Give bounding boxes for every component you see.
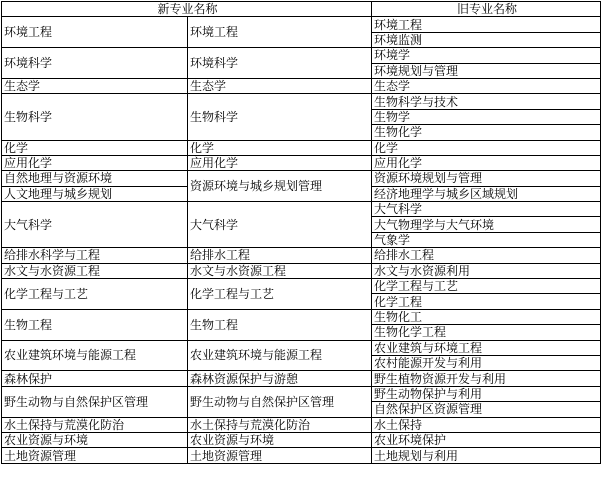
- new-major-cell: 生物科学: [2, 94, 188, 140]
- new-major-cell: 土地资源管理: [2, 448, 188, 463]
- new-major-cell: 应用化学: [2, 155, 188, 170]
- old-major-cell: 环境工程: [372, 17, 601, 32]
- old-major-cell: 资源环境规划与管理: [372, 171, 601, 186]
- new-major-cell: 化学: [2, 140, 188, 155]
- mid-major-cell: 生物科学: [188, 94, 372, 140]
- table-row: [2, 202, 601, 217]
- old-major-cell: 水土保持: [372, 417, 601, 432]
- new-major-cell: 化学工程与工艺: [2, 279, 188, 310]
- old-major-cell: 环境监测: [372, 32, 601, 47]
- old-major-cell: 给排水工程: [372, 248, 601, 263]
- table-row: [2, 94, 601, 109]
- old-major-cell: 大气物理学与大气环境: [372, 217, 601, 232]
- table-row: [2, 248, 601, 263]
- new-major-header: 新专业名称: [2, 2, 372, 17]
- old-major-cell: 大气科学: [372, 202, 601, 217]
- table-row: [2, 448, 601, 463]
- table-row: [2, 279, 601, 294]
- major-mapping-table: [1, 1, 601, 464]
- old-major-cell: 生物学: [372, 109, 601, 124]
- mid-major-cell: 森林资源保护与游憩: [188, 371, 372, 386]
- old-major-cell: 水文与水资源利用: [372, 263, 601, 278]
- old-major-header: 旧专业名称: [372, 2, 601, 17]
- table-row: [2, 17, 601, 32]
- new-major-cell: 水文与水资源工程: [2, 263, 188, 278]
- new-major-cell: 给排水科学与工程: [2, 248, 188, 263]
- table-row: [2, 371, 601, 386]
- old-major-cell: 野生植物资源开发与利用: [372, 371, 601, 386]
- mid-major-cell: 资源环境与城乡规划管理: [188, 171, 372, 202]
- mid-major-cell: 环境工程: [188, 17, 372, 48]
- old-major-cell: 土地规划与利用: [372, 448, 601, 463]
- old-major-cell: 化学工程: [372, 294, 601, 309]
- old-major-cell: 生物科学与技术: [372, 94, 601, 109]
- new-major-cell: 农业建筑环境与能源工程: [2, 340, 188, 371]
- old-major-cell: 化学工程与工艺: [372, 279, 601, 294]
- table-body: [2, 17, 601, 463]
- table-row: [2, 263, 601, 278]
- old-major-cell: 生物化工: [372, 309, 601, 324]
- mid-major-cell: 给排水工程: [188, 248, 372, 263]
- mid-major-cell: 野生动物与自然保护区管理: [188, 386, 372, 417]
- old-major-cell: 生物化学工程: [372, 325, 601, 340]
- table-row: [2, 48, 601, 63]
- new-major-cell: 农业资源与环境: [2, 432, 188, 447]
- new-major-cell: 自然地理与资源环境: [2, 171, 188, 186]
- mid-major-cell: 水土保持与荒漠化防治: [188, 417, 372, 432]
- table-row: [2, 386, 601, 401]
- old-major-cell: 经济地理学与城乡区域规划: [372, 186, 601, 201]
- table-header-row: [2, 2, 601, 17]
- old-major-cell: 化学: [372, 140, 601, 155]
- table-row: [2, 340, 601, 355]
- old-major-cell: 野生动物保护与利用: [372, 386, 601, 401]
- old-major-cell: 农村能源开发与利用: [372, 355, 601, 370]
- new-major-cell: 生态学: [2, 78, 188, 93]
- new-major-cell: 水土保持与荒漠化防治: [2, 417, 188, 432]
- mid-major-cell: 土地资源管理: [188, 448, 372, 463]
- old-major-cell: 生态学: [372, 78, 601, 93]
- table-row: [2, 140, 601, 155]
- mid-major-cell: 化学工程与工艺: [188, 279, 372, 310]
- mid-major-cell: 应用化学: [188, 155, 372, 170]
- mid-major-cell: 环境科学: [188, 48, 372, 79]
- old-major-cell: 气象学: [372, 232, 601, 247]
- table-row: [2, 417, 601, 432]
- new-major-cell: 大气科学: [2, 202, 188, 248]
- old-major-cell: 农业环境保护: [372, 432, 601, 447]
- mid-major-cell: 生态学: [188, 78, 372, 93]
- old-major-cell: 环境学: [372, 48, 601, 63]
- mid-major-cell: 农业资源与环境: [188, 432, 372, 447]
- mid-major-cell: 化学: [188, 140, 372, 155]
- mid-major-cell: 生物工程: [188, 309, 372, 340]
- old-major-cell: 环境规划与管理: [372, 63, 601, 78]
- mid-major-cell: 大气科学: [188, 202, 372, 248]
- old-major-cell: 自然保护区资源管理: [372, 402, 601, 417]
- mid-major-cell: 农业建筑环境与能源工程: [188, 340, 372, 371]
- new-major-cell: 环境工程: [2, 17, 188, 48]
- new-major-cell: 森林保护: [2, 371, 188, 386]
- table-row: [2, 309, 601, 324]
- old-major-cell: 生物化学: [372, 125, 601, 140]
- old-major-cell: 应用化学: [372, 155, 601, 170]
- new-major-cell: 人文地理与城乡规划: [2, 186, 188, 201]
- new-major-cell: 环境科学: [2, 48, 188, 79]
- table-row: [2, 78, 601, 93]
- table-row: [2, 432, 601, 447]
- old-major-cell: 农业建筑与环境工程: [372, 340, 601, 355]
- table-row: [2, 155, 601, 170]
- new-major-cell: 野生动物与自然保护区管理: [2, 386, 188, 417]
- new-major-cell: 生物工程: [2, 309, 188, 340]
- table-row: [2, 171, 601, 186]
- mid-major-cell: 水文与水资源工程: [188, 263, 372, 278]
